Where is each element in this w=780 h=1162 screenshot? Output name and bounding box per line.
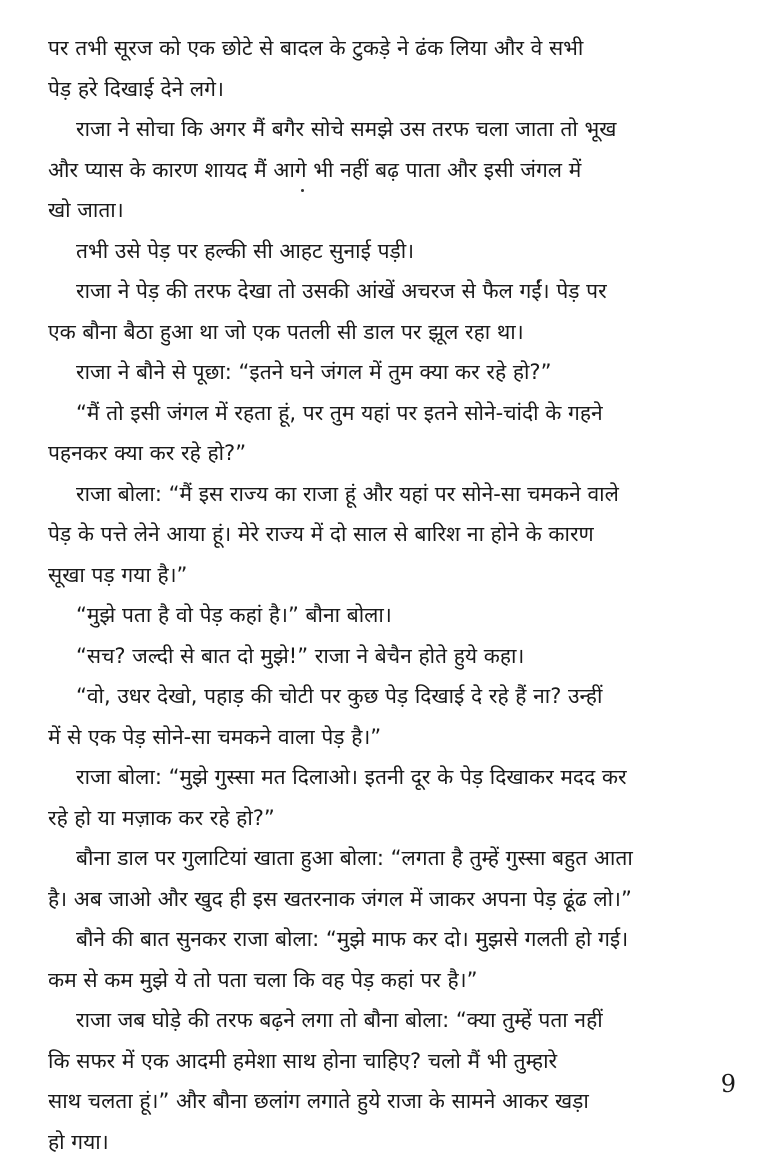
text-line: कि सफर में एक आदमी हमेशा साथ होना चाहिए? चलो मैं भी तुम्हारे — [48, 1041, 738, 1082]
text-line: साथ चलता हूं।” और बौना छलांग लगाते हुये राजा के सामने आकर खड़ा — [48, 1081, 738, 1122]
text-line: राजा बोला: “मैं इस राज्य का राजा हूं और यहां पर सोने-सा चमकने वाले — [48, 474, 738, 515]
text-line: राजा जब घोड़े की तरफ बढ़ने लगा तो बौना बोला: “क्या तुम्हें पता नहीं — [48, 1000, 738, 1041]
text-line: तभी उसे पेड़ पर हल्की सी आहट सुनाई पड़ी। — [48, 231, 738, 272]
text-line: पेड़ हरे दिखाई देने लगे। — [48, 69, 738, 110]
story-text — [48, 28, 738, 1162]
text-line: और प्यास के कारण शायद मैं आगे भी नहीं बढ़ पाता और इसी जंगल में — [48, 150, 738, 191]
text-line: बौने की बात सुनकर राजा बोला: “मुझे माफ कर दो। मुझसे गलती हो गई। — [48, 919, 738, 960]
text-line: “मुझे पता है वो पेड़ कहां है।” बौना बोला। — [48, 595, 738, 636]
text-line: सूखा पड़ गया है।” — [48, 555, 738, 596]
text-line: राजा ने पेड़ की तरफ देखा तो उसकी आंखें अचरज से फैल गईं। पेड़ पर — [48, 271, 738, 312]
text-line: राजा ने बौने से पूछा: “इतने घने जंगल में तुम क्या कर रहे हो?” — [48, 352, 738, 393]
text-line: राजा बोला: “मुझे गुस्सा मत दिलाओ। इतनी दूर के पेड़ दिखाकर मदद कर — [48, 757, 738, 798]
text-line: एक बौना बैठा हुआ था जो एक पतली सी डाल पर झूल रहा था। — [48, 312, 738, 353]
text-line: पेड़ के पत्ते लेने आया हूं। मेरे राज्य में दो साल से बारिश ना होने के कारण — [48, 514, 738, 555]
text-line: “सच? जल्दी से बात दो मुझे!” राजा ने बेचैन होते हुये कहा। — [48, 636, 738, 677]
text-line: है। अब जाओ और खुद ही इस खतरनाक जंगल में जाकर अपना पेड़ ढूंढ लो।” — [48, 879, 738, 920]
text-line: पहनकर क्या कर रहे हो?” — [48, 433, 738, 474]
text-line: हो गया। — [48, 1122, 738, 1162]
text-line: में से एक पेड़ सोने-सा चमकने वाला पेड़ है।” — [48, 717, 738, 758]
page-number: 9 — [721, 1070, 736, 1098]
text-line: “वो, उधर देखो, पहाड़ की चोटी पर कुछ पेड़ दिखाई दे रहे हैं ना? उन्हीं — [48, 676, 738, 717]
text-line: “मैं तो इसी जंगल में रहता हूं, पर तुम यहां पर इतने सोने-चांदी के गहने — [48, 393, 738, 434]
text-line: राजा ने सोचा कि अगर मैं बगैर सोचे समझे उस तरफ चला जाता तो भूख — [48, 109, 738, 150]
text-line: पर तभी सूरज को एक छोटे से बादल के टुकड़े ने ढंक लिया और वे सभी — [48, 28, 738, 69]
text-line: रहे हो या मज़ाक कर रहे हो?” — [48, 798, 738, 839]
text-line: खो जाता। — [48, 190, 738, 231]
text-line: कम से कम मुझे ये तो पता चला कि वह पेड़ कहां पर है।” — [48, 960, 738, 1001]
text-line: बौना डाल पर गुलाटियां खाता हुआ बोला: “लगता है तुम्हें गुस्सा बहुत आता — [48, 838, 738, 879]
